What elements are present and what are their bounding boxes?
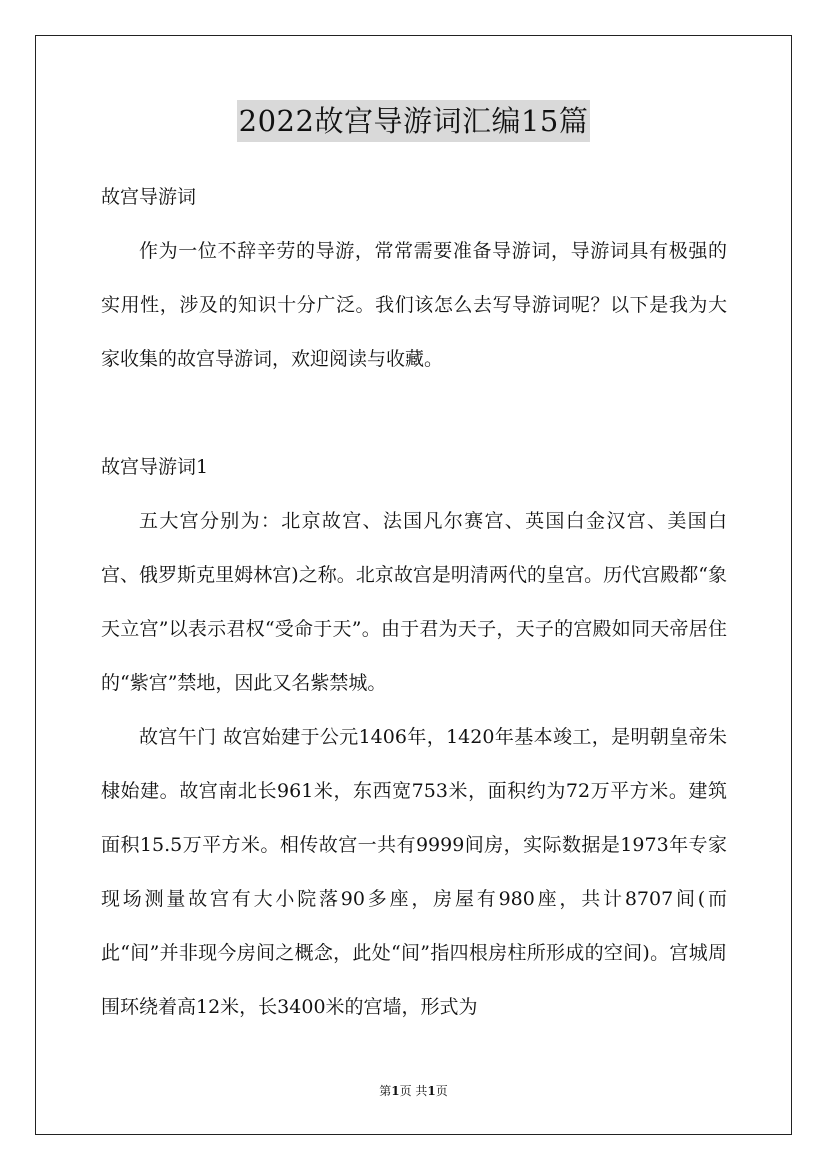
- page-prefix: 第: [379, 1084, 392, 1098]
- body-paragraph: 五大宫分别为：北京故宫、法国凡尔赛宫、英国白金汉宫、美国白宫、俄罗斯克里姆林宫)之称。北京故宫是明清两代的皇宫。历代宫殿都“象天立宫”以表示君权“受命于天”。由于君为天子，天子的宫殿如同天帝居住的“紫宫”禁地，因此又名紫禁城。: [101, 510, 727, 694]
- section-heading: 故宫导游词1: [101, 456, 209, 478]
- page-suffix: 页: [435, 1084, 448, 1098]
- body-paragraph: 作为一位不辞辛劳的导游，常常需要准备导游词，导游词具有极强的实用性，涉及的知识十分广泛。我们该怎么去写导游词呢？以下是我为大家收集的故宫导游词，欢迎阅读与收藏。: [101, 240, 727, 370]
- page-mid: 页 共: [399, 1084, 428, 1098]
- body-paragraph: 故宫午门 故宫始建于公元1406年，1420年基本竣工，是明朝皇帝朱棣始建。故宫南北长961米，东西宽753米，面积约为72万平方米。建筑面积15.5万平方米。相传故宫一共有9999间房，实际数据是1973年专家现场测量故宫有大小院落90多座，房屋有980座，共计8707间(而此“间”并非现今房间之概念，此处“间”指四根房柱所形成的空间)。宫城周围环绕着高12米，长3400米的宫墙，形式为: [101, 726, 727, 1018]
- section-heading: 故宫导游词: [101, 186, 197, 208]
- document-title: 2022故宫导游词汇编15篇: [237, 100, 591, 142]
- blank-line: [101, 386, 727, 440]
- total-page-number: 1: [427, 1084, 436, 1098]
- title-container: [0, 100, 827, 142]
- document-body: [101, 170, 727, 1034]
- page-footer: [0, 1083, 827, 1099]
- current-page-number: 1: [391, 1084, 400, 1098]
